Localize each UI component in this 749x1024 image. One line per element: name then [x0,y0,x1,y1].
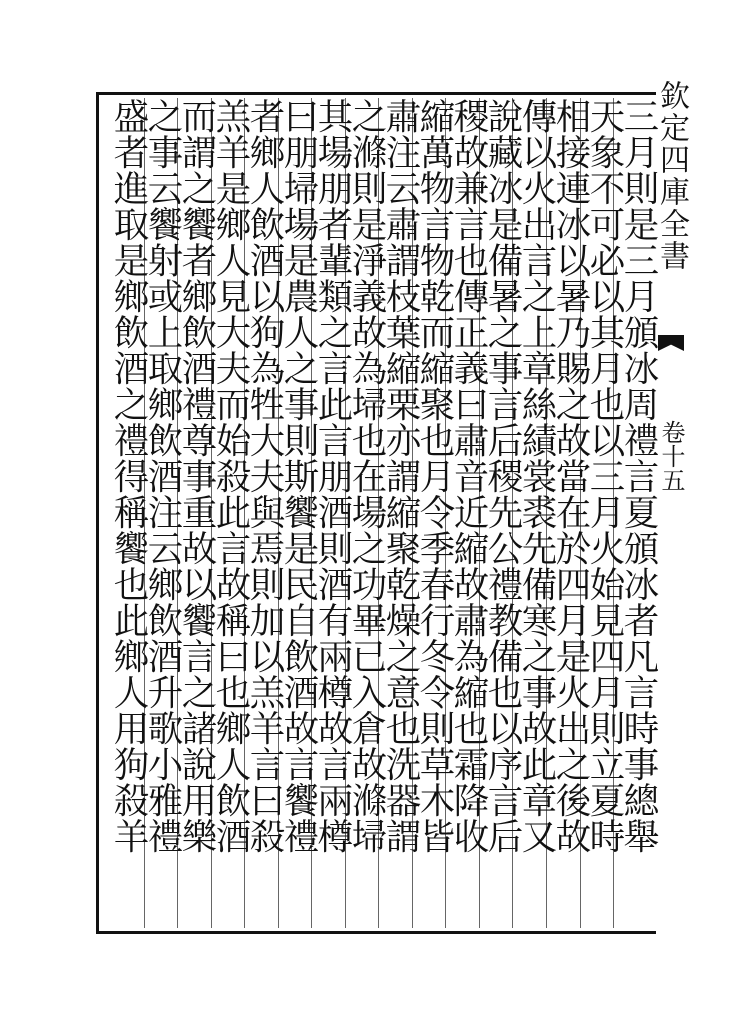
text-column: 肅注云肅謂枝葉縮栗亦謂縮聚乾燥之意也洗器謂 [380,98,421,854]
text-column: 盛者進取是鄉飲酒之禮得稱饗也此鄉人用狗殺羊 [108,98,149,854]
text-column: 傳以火出言之上章絲績裳裘先備寒之事故此章又 [516,98,557,854]
text-column: 曰朋埽場是農人之事則斯饗是民自飲酒故言饗禮 [278,98,319,854]
text-column: 縮萬物言物乾而縮聚也月令季春行冬令則草木皆 [414,98,455,854]
text-column: 三月則是三月頒冰周禮言夏頒冰者凡言時事總舉 [618,98,659,854]
text-column: 稷故兼言也傳正義曰肅音近縮故肅為縮也霜降收 [448,98,489,854]
text-column: 天象不可必以其月也以三月火始見四月則立夏時 [584,98,625,854]
text-column: 相接連冰以暑乃賜之故當在於四月是火出之後故 [550,98,591,854]
text-column: 之滌則是淨義故為埽也在場之功畢已入倉故滌埽 [346,98,387,854]
text-column: 羔羊是鄉人見大夫而始殺此言故稱曰也鄉人飲酒 [210,98,251,854]
book-title: 欽定四庫全書 [654,80,689,272]
text-column: 其場朋者輩類之言此言朋酒則酒有兩樽故言兩樽 [312,98,353,854]
volume-number: 卷十五 [657,420,685,492]
fish-tail-mark-icon [658,335,684,351]
text-column: 說藏冰是備暑之事言后稷先公禮教備也以序言后 [482,98,523,854]
main-text [104,98,659,928]
text-column: 而謂之饗者鄉飲酒禮尊事重故以饗言之諸說用樂 [176,98,217,854]
text-column: 者鄉人飲酒以狗為牲大夫與焉則加以羔羊言曰殺 [244,98,285,854]
text-column: 之事云饗射或上取鄉飲酒注云鄉飲酒升歌小雅禮 [142,98,183,854]
